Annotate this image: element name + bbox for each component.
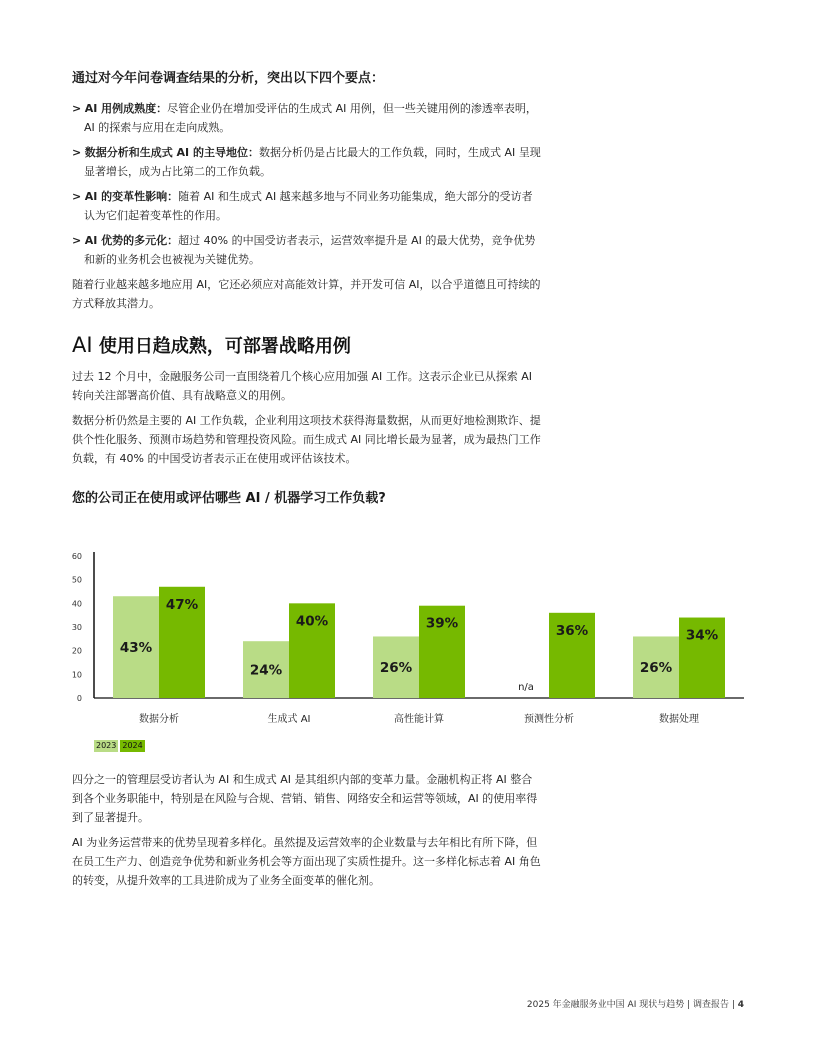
data-label: 36%: [555, 622, 589, 639]
y-tick-label: 50: [71, 575, 82, 585]
main-content: [72, 70, 542, 508]
data-label: 24%: [249, 662, 283, 679]
footer-text: 2025 年金融服务业中国 AI 现状与趋势 | 调查报告 |: [526, 1000, 735, 1010]
section-paragraph: 数据分析仍然是主要的 AI 工作负载，企业利用这项技术获得海量数据，从而更好地检测欺诈、提供个性化服务、预测市场趋势和管理投资风险。而生成式 AI 同比增长最为显著，成为最热门工作负载，有 40% 的中国受访者表示正在使用或评估该技术。: [72, 414, 541, 465]
y-tick-label: 20: [71, 646, 82, 656]
data-label: 26%: [379, 660, 413, 677]
chart-legend: [94, 740, 145, 752]
y-tick-label: 30: [71, 623, 82, 632]
x-category-label: 生成式 AI: [267, 714, 311, 725]
intro-closing: 随着行业越来越多地应用 AI，它还必须应对高能效计算，并开发可信 AI，以合乎道德且可持续的方式释放其潜力。: [72, 278, 541, 310]
bullet-item: > 数据分析和生成式 AI 的主导地位：数据分析仍是占比最大的工作负载，同时，生成式 AI 呈现显著增长，成为占比第二的工作负载。: [72, 146, 541, 178]
legend-2024: 2024: [122, 741, 143, 750]
x-category-label: 数据分析: [139, 714, 179, 725]
page-footer: [527, 997, 744, 1010]
chart-title: 您的公司正在使用或评估哪些 AI / 机器学习工作负载?: [72, 491, 386, 506]
bullet-item: > AI 的变革性影响：随着 AI 和生成式 AI 越来越多地与不同业务功能集成，绝大部分的受访者认为它们起着变革性的作用。: [72, 190, 533, 222]
y-tick-label: 40: [71, 599, 82, 609]
lower-content: [72, 770, 542, 896]
y-tick-label: 10: [71, 670, 82, 680]
lower-paragraph: AI 为业务运营带来的优势呈现着多样化。虽然提及运营效率的企业数量与去年相比有所下降，但在员工生产力、创造竞争优势和新业务机会等方面出现了实质性提升。这一多样化标志着 AI 角色的转变，从提升效率的工具进阶成为了业务全面变革的催化剂。: [72, 836, 541, 887]
section-paragraph: 过去 12 个月中，金融服务公司一直围绕着几个核心应用加强 AI 工作。这表示企业已从探索 AI 转向关注部署高价值、具有战略意义的用例。: [72, 370, 533, 402]
data-label: 39%: [425, 615, 459, 632]
lower-paragraph: 四分之一的管理层受访者认为 AI 和生成式 AI 是其组织内部的变革力量。金融机构正将 AI 整合到各个业务职能中，特别是在风险与合规、营销、销售、网络安全和运营等领域，AI 的使用率得到了显著提升。: [72, 773, 538, 824]
page-number: 4: [737, 1000, 744, 1010]
x-category-label: 预测性分析: [524, 714, 574, 725]
x-category-label: 高性能计算: [394, 714, 444, 725]
bullet-item: > AI 用例成熟度：尽管企业仍在增加受评估的生成式 AI 用例，但一些关键用例的渗透率表明，AI 的探索与应用在走向成熟。: [72, 102, 537, 134]
legend-2023: 2023: [96, 741, 117, 750]
intro-heading: 通过对今年问卷调查结果的分析，突出以下四个要点：: [72, 71, 385, 86]
section-title: AI 使用日趋成熟，可部署战略用例: [72, 333, 351, 357]
data-label: 40%: [295, 613, 329, 630]
y-tick-label: 0: [76, 694, 82, 703]
data-label: 26%: [639, 660, 673, 677]
x-category-label: 数据处理: [659, 714, 699, 725]
y-tick-label: 60: [71, 552, 82, 561]
data-label: 47%: [165, 596, 199, 613]
data-label: 43%: [119, 640, 153, 657]
bar-chart: [60, 545, 760, 735]
data-label: 34%: [685, 627, 719, 644]
bullet-item: > AI 优势的多元化：超过 40% 的中国受访者表示，运营效率提升是 AI 的最大优势，竞争优势和新的业务机会也被视为关键优势。: [72, 234, 536, 266]
data-label-na: n/a: [518, 682, 534, 693]
